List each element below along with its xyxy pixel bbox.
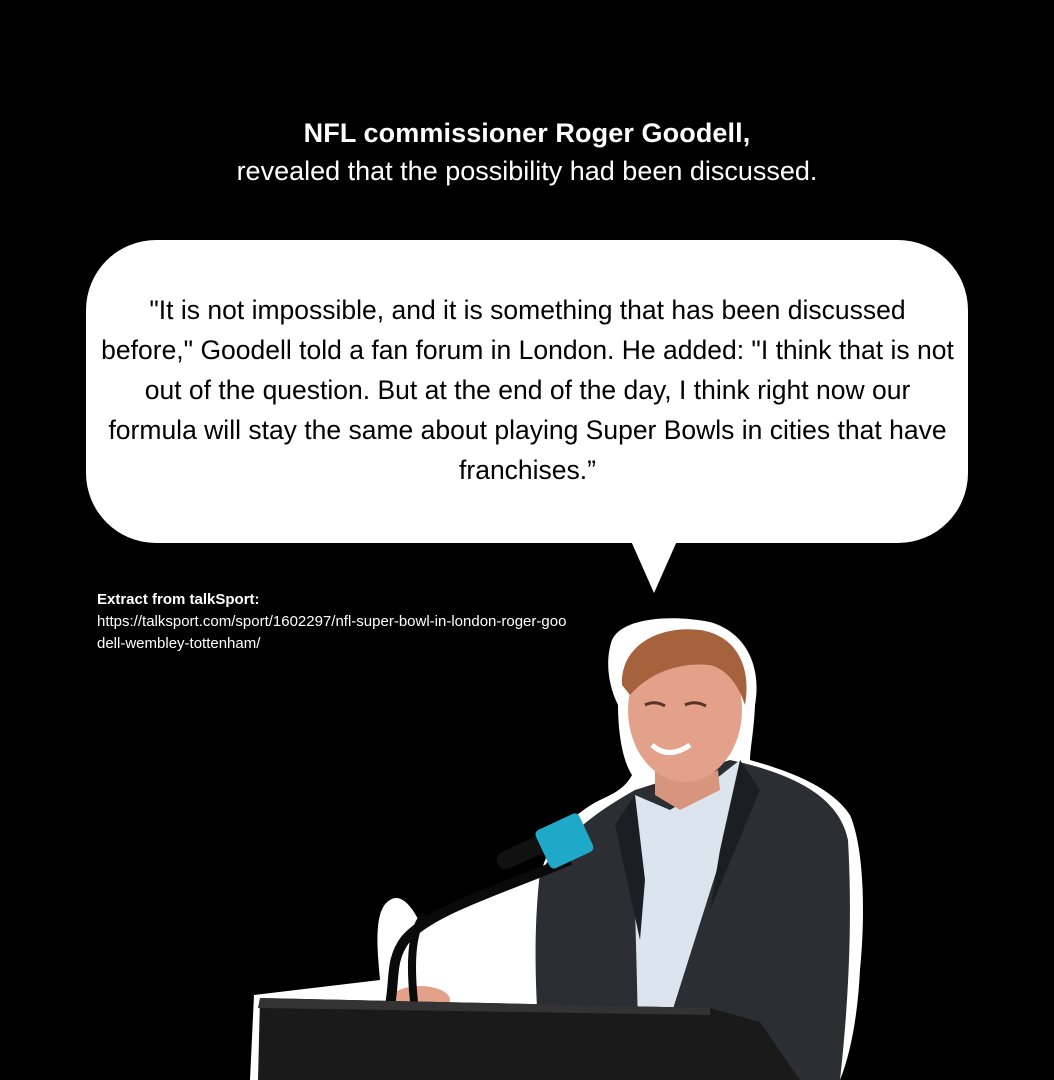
quote-text: "It is not impossible, and it is something that has been discussed before," Goodell told a fan forum in London. He added: "I think that is not out of the question. But at the end of the day, I think right now our formula will stay the same about playing Super Bowls in cities that have franchises.”: [101, 295, 954, 485]
source-label: Extract from talkSport:: [97, 591, 260, 608]
source-url: https://talksport.com/sport/1602297/nfl-super-bowl-in-london-roger-goodell-wembley-tottenham/: [97, 613, 567, 652]
headline-title: NFL commissioner Roger Goodell,: [303, 118, 751, 148]
header: [0, 113, 1054, 189]
speech-bubble-tail: [631, 541, 677, 593]
speaker-photo: [240, 610, 880, 1080]
headline-subtitle: revealed that the possibility had been discussed.: [236, 156, 818, 186]
